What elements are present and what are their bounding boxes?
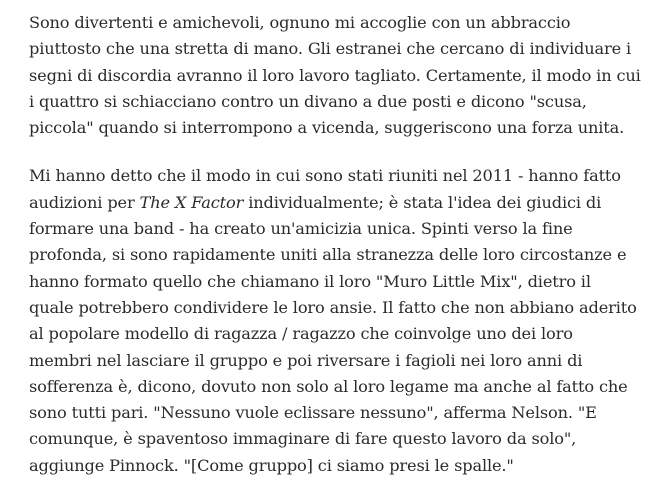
- paragraph-line: [29, 63, 654, 89]
- paragraph-line: [29, 10, 654, 36]
- paragraph-line: [29, 348, 654, 374]
- paragraph-line: [29, 295, 654, 321]
- paragraph-line: [29, 400, 654, 426]
- line-text: quale potrebbero condividere le loro ansie. Il fatto che non abbiano aderito: [29, 297, 637, 317]
- line-text: profonda, si sono rapidamente uniti alla stranezza delle loro circostanze e: [29, 245, 627, 265]
- line-text: sofferenza è, dicono, dovuto non solo al loro legame ma anche al fatto che: [29, 376, 628, 396]
- line-text: Sono divertenti e amichevoli, ognuno mi accoglie con un abbraccio: [29, 13, 571, 32]
- line-text: membri nel lasciare il gruppo e poi riversare i fagioli nei loro anni di: [29, 350, 583, 370]
- line-text: comunque, è spaventoso immaginare di fare questo lavoro da solo",: [29, 429, 577, 449]
- line-text: Mi hanno detto che il modo in cui sono stati riuniti nel 2011 - hanno fatto: [29, 166, 621, 186]
- paragraph-line: [29, 321, 654, 347]
- line-text: segni di discordia avranno il loro lavoro tagliato. Certamente, il modo in cui: [29, 65, 641, 85]
- paragraph-line: [29, 89, 654, 115]
- line-text: formare una band - ha creato un'amicizia unica. Spinti verso la fine: [29, 219, 573, 239]
- paragraph-line: [29, 190, 654, 216]
- line-text: audizioni per: [29, 192, 140, 212]
- line-text: sono tutti pari. "Nessuno vuole eclissare nessuno", afferma Nelson. "E: [29, 403, 597, 423]
- line-text: individualmente; è stata l'idea dei giudici di: [243, 192, 602, 212]
- paragraph-2: [29, 163, 654, 479]
- paragraph-line: [29, 242, 654, 268]
- line-text: i quattro si schiacciano contro un divano a due posti e dicono "scusa,: [29, 91, 587, 111]
- paragraph-line: [29, 453, 654, 479]
- show-title: The X Factor: [139, 192, 244, 212]
- line-text: hanno formato quello che chiamano il loro "Muro Little Mix", dietro il: [29, 271, 591, 291]
- paragraph-line: [29, 115, 654, 141]
- line-text: aggiunge Pinnock. "[Come gruppo] ci siamo presi le spalle.": [29, 455, 514, 475]
- paragraph-line: [29, 163, 654, 189]
- paragraph-line: [29, 426, 654, 452]
- paragraph-line: [29, 269, 654, 295]
- line-text: al popolare modello di ragazza / ragazzo che coinvolge uno dei loro: [29, 324, 573, 344]
- paragraph-line: [29, 36, 654, 62]
- paragraph-line: [29, 374, 654, 400]
- line-text: piuttosto che una stretta di mano. Gli estranei che cercano di individuare i: [29, 39, 632, 59]
- paragraph-1: [29, 10, 654, 141]
- article-body: [29, 10, 654, 479]
- line-text: piccola" quando si interrompono a vicenda, suggeriscono una forza unita.: [29, 118, 625, 138]
- paragraph-line: [29, 216, 654, 242]
